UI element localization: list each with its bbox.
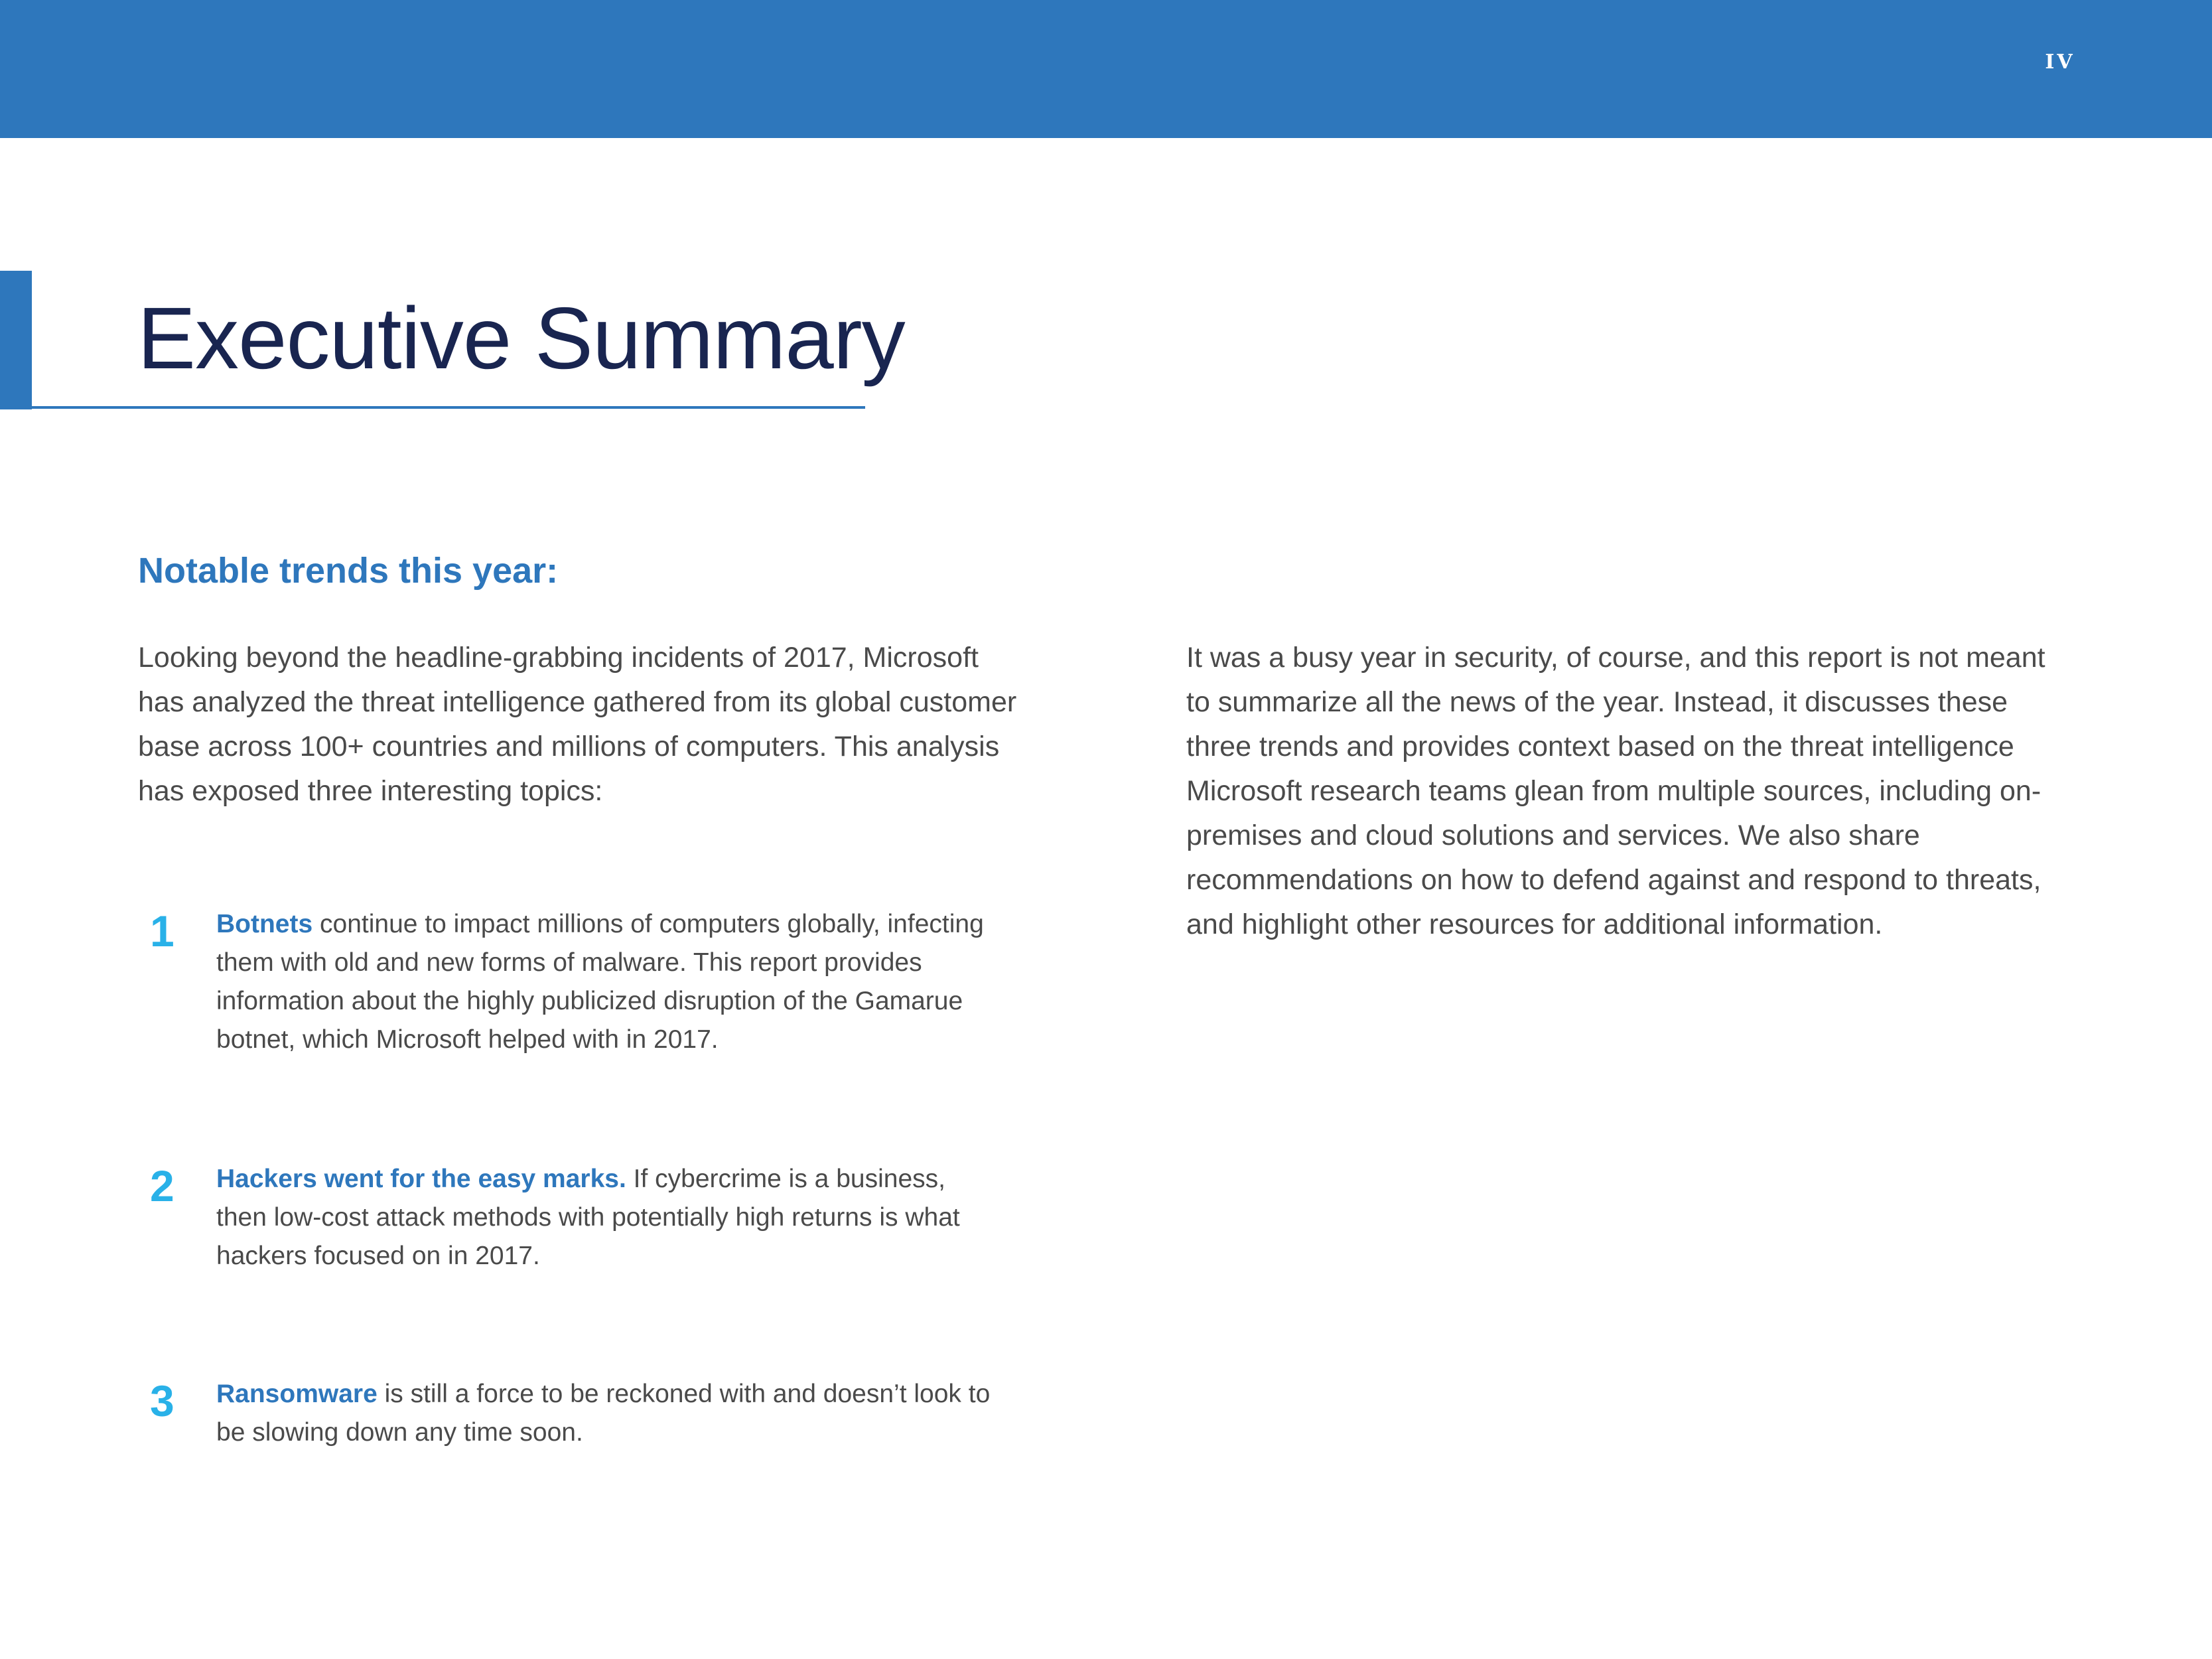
section-subheading: Notable trends this year:: [138, 551, 559, 591]
trend-lead: Botnets: [216, 910, 313, 938]
trend-body: continue to impact millions of computers globally, infecting them with old and new forms of malware. This report provides information about the highly publicized disruption of the Gamarue botnet, which Microsoft helped with in 2017.: [216, 910, 984, 1054]
intro-paragraph: Looking beyond the headline-grabbing incidents of 2017, Microsoft has analyzed the threat intelligence gathered from its global customer base across 100+ countries and millions of computers. This analysis has exposed three interesting topics:: [138, 642, 1017, 807]
trend-number: 3: [150, 1376, 174, 1425]
trend-body: If cybercrime is a business, then low-cost attack methods with potentially high returns is what hackers focused on in 2017.: [216, 1165, 960, 1270]
trend-text: [216, 1160, 999, 1275]
title-accent-block: [0, 271, 32, 409]
trend-body: is still a force to be reckoned with and doesn’t look to be slowing down any time soon.: [216, 1380, 991, 1447]
page-title: Executive Summary: [137, 289, 905, 387]
trend-lead: Hackers went for the easy marks.: [216, 1165, 626, 1193]
trend-text: [216, 905, 999, 1059]
trend-lead: Ransomware: [216, 1380, 378, 1408]
title-underline: [32, 406, 865, 409]
trend-number: 2: [150, 1161, 174, 1210]
header-bar: [0, 0, 2212, 138]
trend-number: 1: [150, 906, 174, 956]
page-number: IV: [2045, 50, 2075, 74]
right-column-paragraph: It was a busy year in security, of course, and this report is not meant to summarize all the news of the year. Instead, it discusses these three trends and provides context based on the threat intelligence Microsoft research teams glean from multiple sources, including on-premises and cloud solutions and services. We also share recommendations on how to defend against and respond to threats, and highlight other resources for additional information.: [1186, 642, 2045, 940]
trend-text: [216, 1375, 999, 1452]
